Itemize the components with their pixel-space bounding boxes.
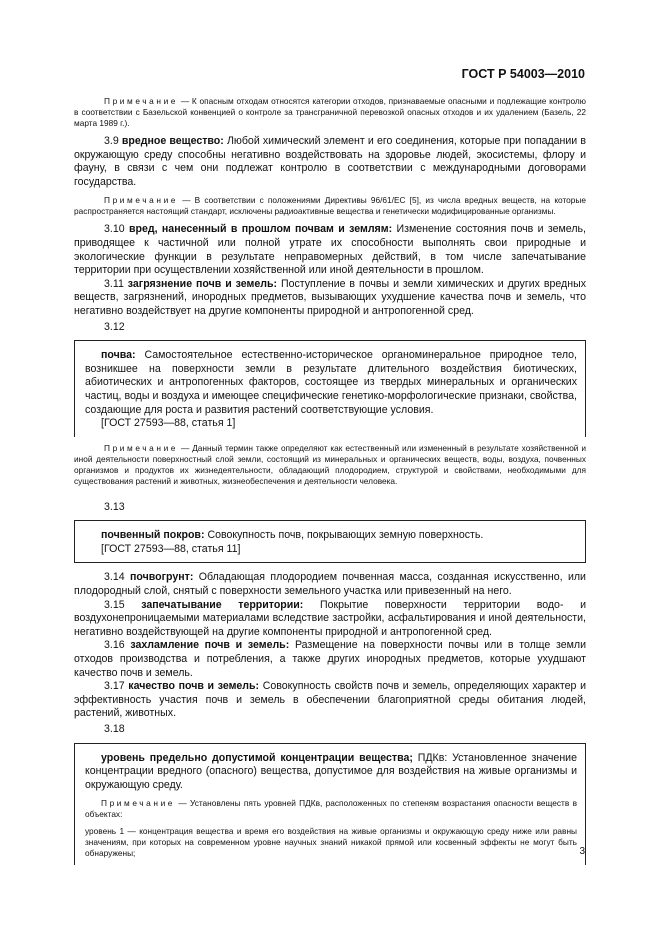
term: почвогрунт: [130, 571, 194, 584]
note-label: Примечание [104, 96, 179, 106]
term: уровень предельно допустимой концентрации вещества; [101, 751, 413, 764]
term: загрязнение почв и земель: [127, 277, 278, 290]
entry-3-16: 3.16 захламление почв и земель: Размещение на поверхности почвы или в толще земли отходов производства и потребления, а также других инородных предметов, которые ухудшают качество почв и земель. [74, 639, 587, 679]
entry-3-12-number: 3.12 [104, 320, 125, 333]
source-reference: [ГОСТ 27593—88, статья 1] [101, 417, 236, 430]
entry-3-18-number: 3.18 [104, 723, 125, 735]
entry-3-17: 3.17 качество почв и земель: Совокупность свойств почв и земель, определяющих характер и эффективность участия почв и земель в обеспечении благоприятной среды обитания людей, растений, животных. [74, 680, 586, 720]
entry-3-13-number: 3.13 [104, 500, 125, 513]
page-number: 3 [579, 846, 585, 857]
note-label: Примечание [104, 442, 179, 453]
entry-3-11: 3.11 загрязнение почв и земель: Поступление в почвы и земли химических и других вредных веществ, загрязнений, инородных предметов, вызывающих ухудшение качества почв и земель, что негативно воздействует на другие компоненты природной и антропогенной сред. [74, 277, 586, 317]
note-soil: Примечание — Данный термин также определяют как естественный или измененный в результате хозяйственной и иной деятельности поверхностный слой земли, состоящий из минеральных и органических веществ, воды, воздуха, почвенных организмов и продуктов их жизнедеятельности, обладающий плодородием, структурой и свойствами, необходимыми для существования растений и животных, жизнеобеспечения и деятельности человека. [74, 442, 587, 486]
source-reference: [ГОСТ 27593—88, статья 11] [101, 542, 241, 555]
entry-3-12: почва: Самостоятельное естественно-историческое органоминеральное природное тело, возникшее на поверхности земли в результате длительного воздействия биотических, абиотических и антропогенных факторов, состоящее из твердых минеральных и органических частиц, воды и воздуха и имеющее специфические генетико-морфологические признаки, свойства, создающие для роста и развития растений соответствующие условия. [85, 349, 577, 416]
entry-3-15: 3.15 запечатывание территории: Покрытие поверхности территории водо- и воздухонепроницаемыми материалами вследствие застройки, асфальтирования и иной деятельности, негативно воздействующей на другие компоненты природной и антропогенной сред. [74, 598, 586, 638]
note-hazardous-waste: Примечание — К опасным отходам относятся категории отходов, признаваемые опасными и подлежащие контролю в соответствии с Базельской конвенцией о контроле за трансграничной перевозкой опасных отходов и их удалением (Базель, 22 марта 1989 г.). [74, 96, 586, 128]
entry-3-13-box [74, 520, 586, 563]
term: вред, нанесенный в прошлом почвам и землям: [129, 223, 393, 236]
term: качество почв и земель: [128, 680, 260, 693]
note-directive: Примечание — В соответствии с положениями Директивы 96/61/ЕС [5], из числа вредных веществ, на которые распространяется настоящий стандарт, исключены радиоактивные вещества и генетически модифицированные организмы. [74, 195, 586, 217]
document-body [74, 90, 586, 865]
term: вредное вещество: [121, 135, 224, 147]
entry-3-12-box [74, 340, 586, 437]
term: почвенный покров: [101, 529, 205, 542]
term: захламление почв и земель: [130, 639, 290, 652]
note-pdk-levels: Примечание — Установлены пять уровней ПДКв, расположенных по степеням возрастания опасности веществ в объектах: [85, 798, 577, 820]
entry-3-10: 3.10 вред, нанесенный в прошлом почвам и землям: Изменение состояния почв и земель, приводящее к частичной или полной утрате их способности выполнять свои природные и экологические функции в результате неправомерных действий, в том числе запечатывание территории при осуществлении хозяйственной или иной деятельности в прошлом. [74, 223, 586, 277]
term: почва: [101, 349, 136, 362]
entry-3-13: почвенный покров: Совокупность почв, покрывающих земную поверхность. [101, 529, 484, 542]
note-label: Примечание [101, 798, 176, 809]
note-pdk-level-1: уровень 1 — концентрация вещества и время его воздействия на живые организмы и окружающую среду ниже или равны значениям, при которых на современном уровне научных знаний никакой прямой или косвенный эффекты не могут быть обнаружены; [85, 826, 577, 859]
entry-3-14: 3.14 почвогрунт: Обладающая плодородием почвенная масса, созданная искусственно, или плодородный слой, снятый с поверхности земельного участка или привезенный на него. [74, 571, 586, 598]
term: запечатывание территории: [141, 598, 304, 611]
entry-3-9: 3.9 вредное вещество: Любой химический элемент и его соединения, которые при попадании в окружающую среду способны негативно воздействовать на здоровье людей, экосистемы, флору и фауну, в связи с чем они подлежат контролю в соответствии с международными договорами государства. [74, 135, 586, 188]
document-code: ГОСТ Р 54003—2010 [461, 67, 585, 81]
entry-3-18: уровень предельно допустимой концентрации вещества; ПДКв: Установленное значение концентрации вредного (опасного) вещества, допустимое для воздействия на живые организмы и окружающую среду. [85, 751, 577, 791]
note-label: Примечание [104, 195, 179, 206]
entry-3-18-box [74, 743, 586, 866]
